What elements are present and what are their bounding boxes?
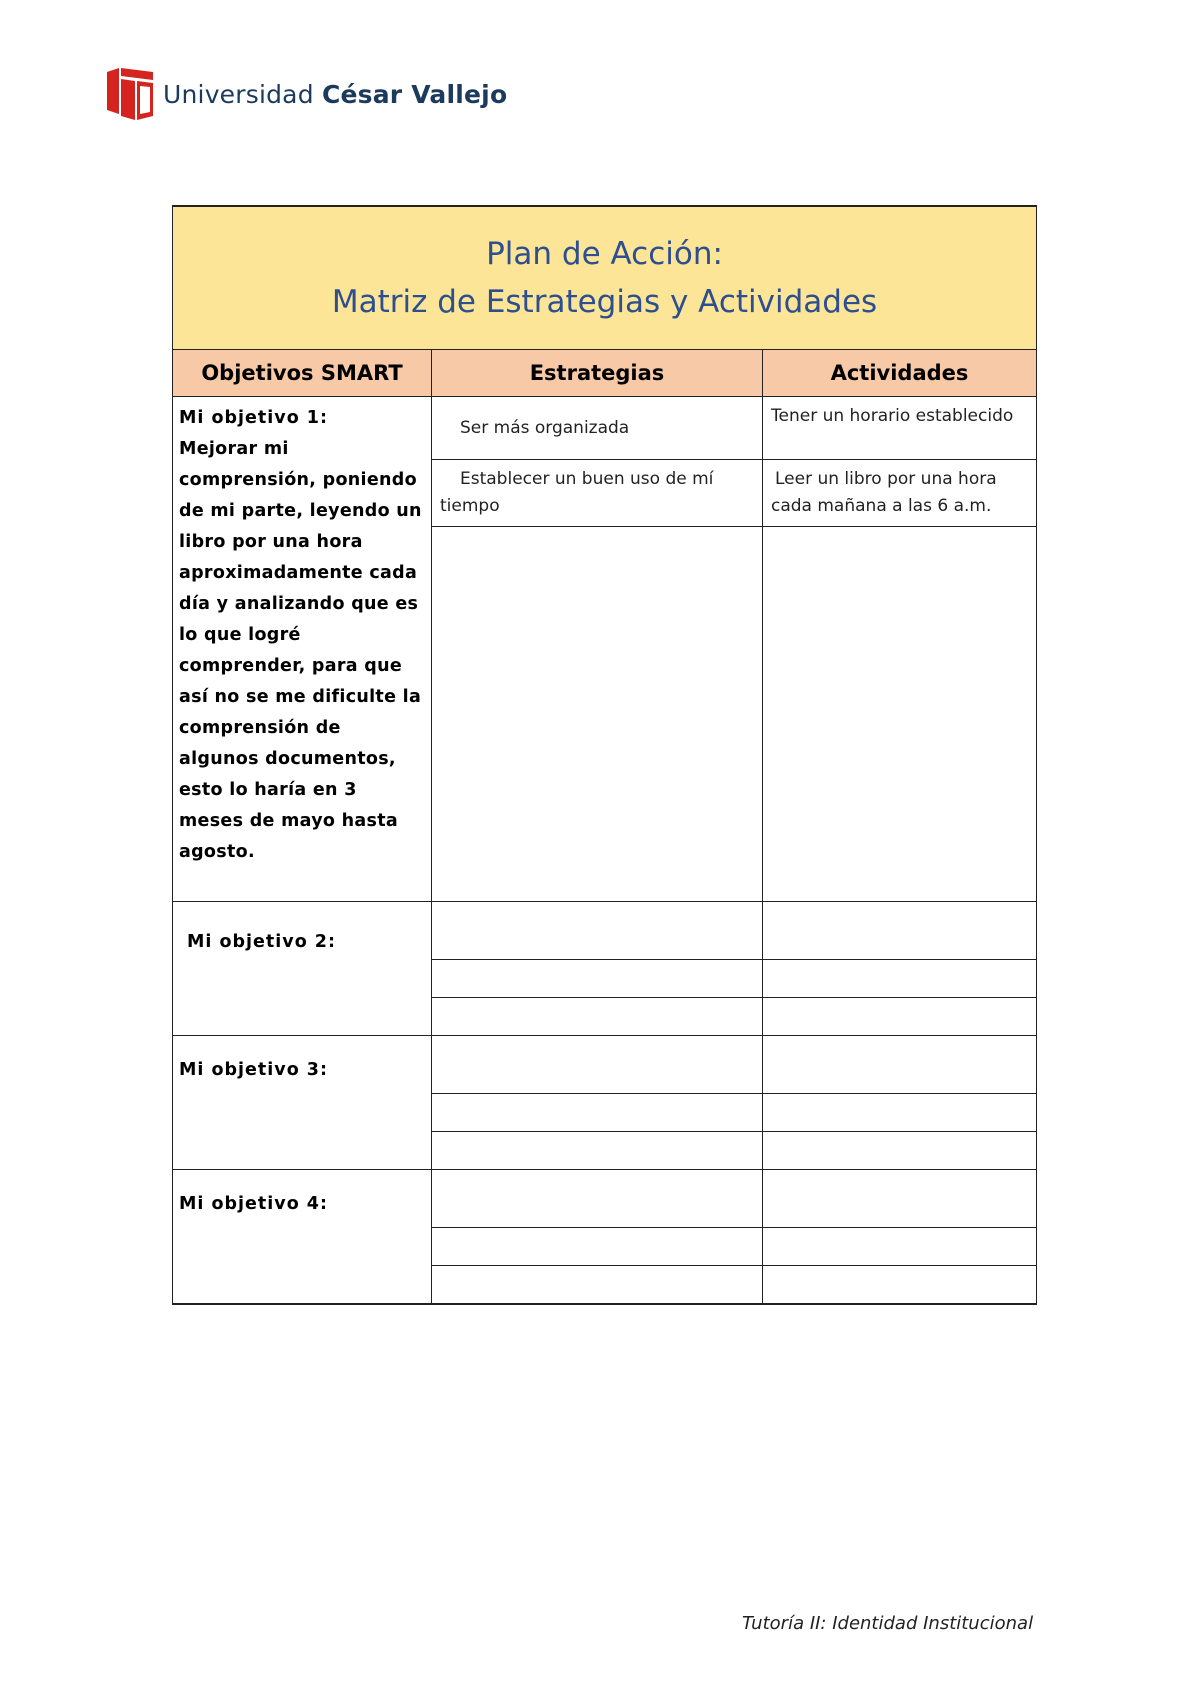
objective-3-label: Mi objetivo 3: <box>179 1060 328 1080</box>
objective-4-cell <box>173 1170 432 1304</box>
objective-1-text: Mejorar mi comprensión, poniendo de mi parte, leyendo un libro por una hora aproximadamente cada día y analizando que es lo que logré comprender, para que así no se me dificulte la comprensión de algunos documentos, esto lo haría en 3 meses de mayo hasta agosto. <box>179 439 422 862</box>
university-name <box>163 80 507 109</box>
strategy-4-2 <box>432 1228 763 1266</box>
objective-1-label: Mi objetivo 1: <box>179 408 328 428</box>
activity-4-3 <box>763 1266 1037 1304</box>
strategy-1-3 <box>432 527 763 902</box>
objective-2-cell <box>173 902 432 1036</box>
strategy-3-2 <box>432 1094 763 1132</box>
strategy-3-3 <box>432 1132 763 1170</box>
page-footer: Tutoría II: Identidad Institucional <box>742 1613 1034 1634</box>
activity-1-2: Leer un libro por una hora cada mañana a las 6 a.m. <box>763 460 1037 527</box>
strategy-2-2 <box>432 960 763 998</box>
matrix-subtitle: Matriz de Estrategias y Actividades <box>331 284 878 320</box>
university-logo <box>105 66 507 122</box>
strategy-matrix-table <box>172 205 1037 1305</box>
strategy-2-3 <box>432 998 763 1036</box>
objective-1-cell <box>173 397 432 902</box>
activity-2-3 <box>763 998 1037 1036</box>
university-name-bold: César Vallejo <box>321 79 508 109</box>
objective-4-label: Mi objetivo 4: <box>179 1194 328 1214</box>
column-header-objectives: Objetivos SMART <box>173 350 432 397</box>
activity-3-1 <box>763 1036 1037 1094</box>
activity-4-2 <box>763 1228 1037 1266</box>
university-shield-icon <box>105 66 155 122</box>
strategy-1-2: Establecer un buen uso de mí tiempo <box>432 460 763 527</box>
activity-3-2 <box>763 1094 1037 1132</box>
strategy-4-3 <box>432 1266 763 1304</box>
matrix-title: Plan de Acción: <box>486 236 723 272</box>
activity-1-1: Tener un horario establecido <box>763 397 1037 460</box>
objective-3-cell <box>173 1036 432 1170</box>
strategy-2-1 <box>432 902 763 960</box>
strategy-3-1 <box>432 1036 763 1094</box>
activity-1-3 <box>763 527 1037 902</box>
column-header-activities: Actividades <box>763 350 1037 397</box>
strategy-4-1 <box>432 1170 763 1228</box>
activity-3-3 <box>763 1132 1037 1170</box>
activity-2-1 <box>763 902 1037 960</box>
strategy-1-1: Ser más organizada <box>432 397 763 460</box>
activity-4-1 <box>763 1170 1037 1228</box>
university-name-regular: Universidad <box>163 79 314 109</box>
activity-2-2 <box>763 960 1037 998</box>
column-header-strategies: Estrategias <box>432 350 763 397</box>
objective-2-label: Mi objetivo 2: <box>187 932 336 952</box>
matrix-title-cell <box>173 206 1037 350</box>
